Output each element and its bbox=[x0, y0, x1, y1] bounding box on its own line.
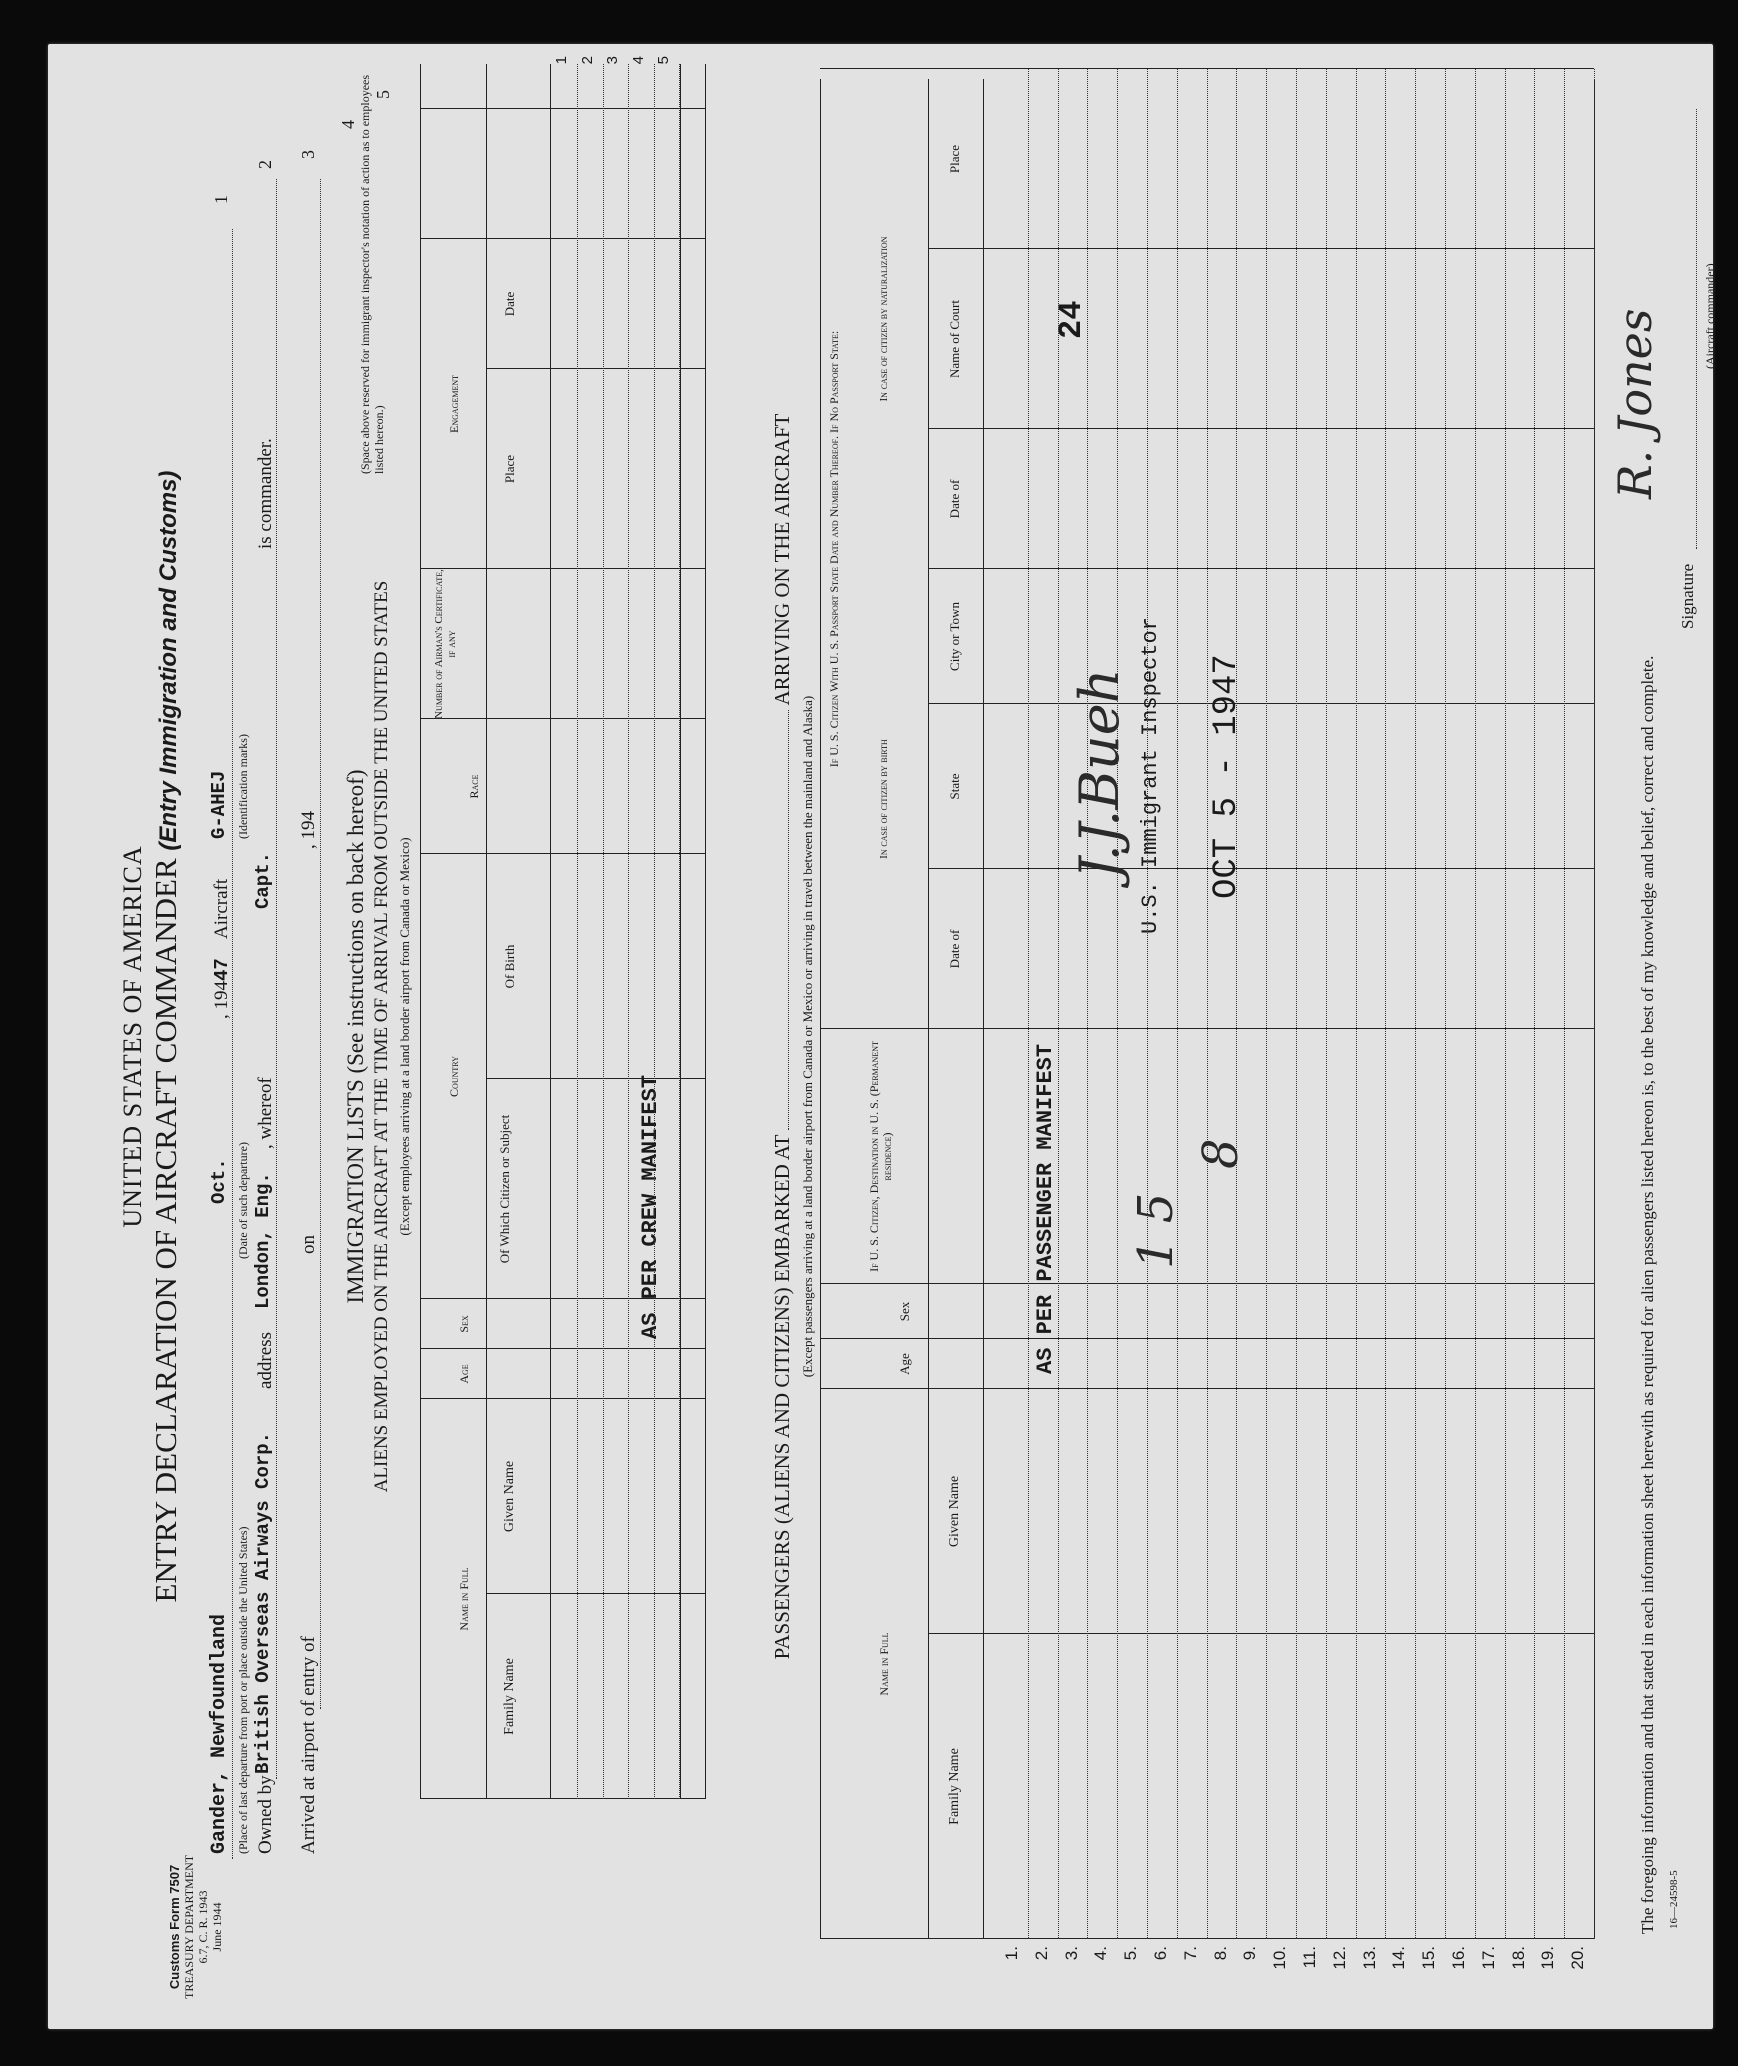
passenger-row-line bbox=[1028, 69, 1029, 1939]
departure-place-label: (Place of last departure from port or place outside the United States) bbox=[236, 1526, 250, 1854]
pass-col-sex: Sex bbox=[897, 1301, 912, 1322]
imm-col-age: Age bbox=[457, 1364, 471, 1384]
arrival-label: Arrived at airport of entry of bbox=[298, 1636, 319, 1854]
passenger-row-number: 19. bbox=[1538, 1946, 1558, 1970]
passenger-row-number: 1. bbox=[1002, 1946, 1021, 1961]
crew-row-line bbox=[577, 64, 578, 1799]
handwritten-scrawl: J.J.Bueh bbox=[1068, 668, 1131, 879]
year-prefix: 194 bbox=[211, 981, 232, 1010]
passenger-row-number: 10. bbox=[1270, 1946, 1290, 1970]
passenger-row-line bbox=[1117, 69, 1118, 1939]
imm-col-place: Place bbox=[502, 454, 517, 484]
pass-col-place: Place bbox=[947, 144, 962, 174]
crew-row-line bbox=[628, 64, 629, 1799]
crew-row-number: 3 bbox=[604, 56, 621, 65]
form-number: Customs Form 7507 bbox=[167, 1864, 182, 1990]
passenger-row-line bbox=[1534, 69, 1535, 1939]
passenger-row-line bbox=[1445, 69, 1446, 1939]
rotated-form: Customs Form 7507 TREASURY DEPARTMENT 6.7, C. R. 1943 June 1944 UNITED STATES OF AMERICA ENTRY DECLARATION OF AIRCRAFT COMMANDER (Entry Immigration and Customs) Gander, Newfoundland Oct. , 19447 Aircraft G-AHEJ 1 (Place of last departure from port or place outside the United States) (Date of such departure) (Identification marks) Owned by British Overseas Airways Corp. address London, Eng. , whereof Capt. is commander. 2 Arrived at airport of entry of on , 194 3 4 5 IMMIGRATION LISTS (See instructions on back hereof) ALIENS EMPLOYED ON THE AIRCRAFT AT THE TIME OF ARRIVAL FROM OUTSIDE THE UNITED STATES (Except employees arriving at a land border airport from Canada or Mexico) (Space above reserved for immigrant inspector's notation of action as to employees listed hereon.) Name in Full Family Name Given Name Age Sex Country Of Which Citizen or Subject Of Birth Race Number of Airman's Certificate, if any Engagement Place Date PASSENGERS (ALIENS AND CITIZENS) EMBARKED AT ARRIVING ON THE AIRCRAFT (Except passengers arriving at a land border airport from Canada or Mexico or arriving in travel between the mainland and Alaska) Name in Full Family Name Given Name Age Sex If U. S. Citizen, Destination in U. S. (Permanent residence) If U. S. Citizen With U. S. Passport State Date and Number Thereof. If No Passport State: In case of citizen by birth In case of citizen by naturalization Date of State City or Town Date of Name of Court Place AS PER CREW MANIFEST AS PER PASSENGER MANIFEST U.S. Immigrant Inspector OCT 5 - 1947 J.J.Bueh 1 5 8 24 The foregoing information and that stated in each information sheet herewith as required for alien passengers listed hereon is, to the best of my knowledge and belief, correct and complete. 16—24598-5 Signature (Aircraft commander) R. Jones 1. 2. 3. 4. 5. 6. 7. 8. 9. 10. 11. 12. 13. 14. 15. 16. 17. 18. 19. 20. 1 2 3 4 5 bbox=[48, 44, 1713, 2029]
pass-col-date-of: Date of bbox=[947, 929, 962, 969]
title-sub: (Entry Immigration and Customs) bbox=[155, 470, 182, 851]
pass-col-given: Given Name bbox=[947, 1475, 962, 1548]
form-date: June 1944 bbox=[210, 1902, 224, 1952]
imm-col-certificate: Number of Airman's Certificate, if any bbox=[433, 569, 458, 719]
arrival-on-label: on bbox=[298, 1235, 319, 1254]
crew-manifest-stamp: AS PER CREW MANIFEST bbox=[638, 1074, 663, 1339]
pass-col-state: State bbox=[947, 773, 962, 800]
passenger-row-number: 16. bbox=[1449, 1946, 1468, 1970]
print-code: 16—24598-5 bbox=[1668, 1870, 1680, 1929]
departure-place: Gander, Newfoundland bbox=[208, 1613, 231, 1854]
passengers-title-left: PASSENGERS (ALIENS AND CITIZENS) EMBARKED AT bbox=[770, 1134, 794, 1660]
imm-col-sex: Sex bbox=[457, 1315, 471, 1333]
title-main: ENTRY DECLARATION OF AIRCRAFT COMMANDER bbox=[148, 858, 183, 1603]
document-page bbox=[48, 44, 1717, 2029]
imm-col-family: Family Name bbox=[502, 1658, 517, 1735]
imm-col-given: Given Name bbox=[502, 1460, 517, 1533]
passenger-row-line bbox=[1564, 69, 1565, 1939]
immigration-subtitle: ALIENS EMPLOYED ON THE AIRCRAFT AT THE TIME OF ARRIVAL FROM OUTSIDE THE UNITED STATES bbox=[371, 580, 392, 1493]
passenger-row-number: 7. bbox=[1180, 1946, 1200, 1961]
arrival-year-label: , 194 bbox=[298, 811, 319, 849]
regulation: 6.7, C. R. 1943 bbox=[196, 1890, 210, 1964]
owner-value: British Overseas Airways Corp. bbox=[252, 1431, 274, 1774]
passenger-row-line bbox=[1087, 69, 1088, 1939]
passengers-title-right: ARRIVING ON THE AIRCRAFT bbox=[770, 413, 794, 706]
departure-date-label: (Date of such departure) bbox=[236, 1142, 250, 1259]
signature-handwriting: R. Jones bbox=[1608, 308, 1662, 499]
passenger-row-line bbox=[1147, 69, 1148, 1939]
country-title: UNITED STATES OF AMERICA bbox=[118, 845, 147, 1228]
imm-col-race: Race bbox=[467, 774, 481, 799]
crew-row-line bbox=[603, 64, 604, 1799]
departure-date: Oct. bbox=[208, 1158, 230, 1204]
whereof-label: , whereof bbox=[255, 1077, 276, 1149]
inspector-stamp-date: OCT 5 - 1947 bbox=[1208, 654, 1246, 899]
imm-col-country: Country bbox=[447, 1056, 461, 1097]
imm-col-citizen: Of Which Citizen or Subject bbox=[497, 1114, 512, 1264]
handwritten-numbers: 1 5 bbox=[1128, 1192, 1184, 1269]
immigration-note: (Except employees arriving at a land border airport from Canada or Mexico) bbox=[397, 837, 412, 1236]
passenger-row-number: 14. bbox=[1389, 1946, 1409, 1970]
commander-value: Capt. bbox=[252, 851, 274, 909]
crew-row-number: 5 bbox=[655, 56, 672, 65]
passenger-row-line bbox=[1385, 69, 1386, 1939]
passenger-row-line bbox=[1475, 69, 1476, 1939]
passengers-note: (Except passengers arriving at a land border airport from Canada or Mexico or arriving in travel between the mainland and Alaska) bbox=[800, 695, 815, 1378]
pass-col-by-naturalization: In case of citizen by naturalization bbox=[878, 236, 890, 402]
pass-col-name: Name in Full bbox=[877, 1632, 891, 1696]
passenger-manifest-stamp: AS PER PASSENGER MANIFEST bbox=[1033, 1043, 1058, 1374]
pass-col-us-citizen: If U. S. Citizen With U. S. Passport State Date and Number Thereof. If No Passport State: bbox=[827, 330, 841, 768]
reserved-note: (Space above reserved for immigrant inspector's notation of action as to employees listed hereon.) bbox=[358, 74, 386, 474]
passenger-row-line bbox=[1326, 69, 1327, 1939]
aircraft-label: Aircraft bbox=[211, 878, 232, 939]
page-title bbox=[148, 44, 184, 2029]
immigration-title: IMMIGRATION LISTS (See instructions on back hereof) bbox=[343, 769, 368, 1304]
handwritten-numbers-2: 8 bbox=[1193, 1138, 1249, 1169]
passenger-row-number: 6. bbox=[1151, 1946, 1170, 1961]
passenger-row-line bbox=[1415, 69, 1416, 1939]
passenger-row-number: 17. bbox=[1478, 1946, 1498, 1970]
passenger-row-line bbox=[1266, 69, 1267, 1939]
passenger-row-number: 4. bbox=[1091, 1946, 1111, 1961]
imm-col-engagement: Engagement bbox=[447, 375, 461, 433]
pass-col-family: Family Name bbox=[947, 1748, 962, 1825]
passenger-row-number: 20. bbox=[1568, 1946, 1588, 1970]
pass-col-by-birth: In case of citizen by birth bbox=[878, 739, 890, 859]
signature-label: Signature bbox=[1678, 563, 1697, 629]
passenger-row-number: 5. bbox=[1121, 1946, 1141, 1961]
pass-col-date-of-2: Date of bbox=[947, 479, 962, 519]
passenger-row-line bbox=[1356, 69, 1357, 1939]
passenger-row-number: 8. bbox=[1210, 1946, 1230, 1961]
imm-col-name: Name in Full bbox=[457, 1567, 471, 1631]
passenger-row-line bbox=[1505, 69, 1506, 1939]
passenger-row-number: 18. bbox=[1508, 1946, 1528, 1970]
commander-label: is commander. bbox=[255, 438, 276, 549]
passenger-row-line bbox=[1058, 69, 1059, 1939]
crew-row-number: 1 bbox=[553, 56, 570, 65]
address-label: address bbox=[255, 1332, 276, 1389]
passenger-row-line bbox=[1296, 69, 1297, 1939]
pass-col-court: Name of Court bbox=[947, 300, 962, 378]
passengers-title bbox=[770, 44, 795, 2029]
passenger-row-number: 13. bbox=[1359, 1946, 1379, 1970]
passenger-row-number: 2. bbox=[1031, 1946, 1051, 1961]
department: TREASURY DEPARTMENT bbox=[182, 1854, 196, 1999]
passenger-row-line bbox=[1207, 69, 1208, 1939]
passenger-row-line bbox=[1177, 69, 1178, 1939]
address-value: London, Eng. bbox=[252, 1172, 274, 1309]
pass-col-city: City or Town bbox=[947, 602, 962, 671]
passenger-row-number: 12. bbox=[1329, 1946, 1349, 1970]
crew-row-number: 2 bbox=[578, 56, 596, 65]
year-value: 47 bbox=[211, 958, 233, 981]
passenger-row-number: 15. bbox=[1419, 1946, 1439, 1970]
aircraft-id-label: (Identification marks) bbox=[236, 734, 250, 839]
passenger-row-number: 3. bbox=[1061, 1946, 1081, 1961]
crew-row-line bbox=[679, 64, 680, 1799]
imm-col-date: Date bbox=[502, 291, 517, 317]
pass-col-age: Age bbox=[897, 1353, 912, 1375]
crew-row-number: 4 bbox=[629, 56, 647, 65]
footer-statement: The foregoing information and that stated in each information sheet herewith as required for alien passengers listed hereon is, to the best of my knowledge and belief, correct and complete. bbox=[1638, 655, 1657, 1934]
pass-col-destination: If U. S. Citizen, Destination in U. S. (Permanent residence) bbox=[867, 1041, 894, 1272]
crew-row-line bbox=[654, 64, 655, 1799]
owner-label: Owned by bbox=[255, 1775, 276, 1854]
count-stamp: 24 bbox=[1053, 300, 1090, 339]
passenger-row-number: 11. bbox=[1300, 1946, 1319, 1969]
passenger-row-number: 9. bbox=[1240, 1946, 1260, 1961]
passenger-row-line bbox=[1236, 69, 1237, 1939]
aircraft-marks: G-AHEJ bbox=[208, 770, 230, 839]
commander-caption: (Aircraft commander) bbox=[1703, 263, 1717, 369]
inspector-stamp-title: U.S. Immigrant Inspector bbox=[1138, 617, 1163, 934]
imm-col-birth: Of Birth bbox=[502, 944, 517, 989]
passenger-row-line bbox=[1594, 69, 1595, 1939]
departure-year: , 19447 bbox=[211, 958, 233, 1019]
